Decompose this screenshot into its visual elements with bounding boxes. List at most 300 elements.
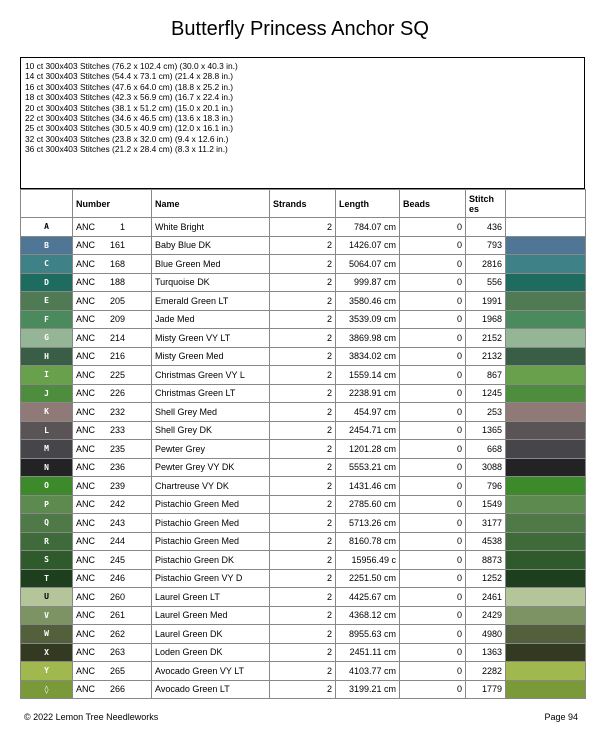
number-cell [73,606,152,625]
number-cell [73,403,152,422]
name-cell: Pewter Grey [152,440,270,459]
brand-label: ANC [76,425,96,436]
length-cell: 15956.49 c [336,551,400,570]
name-cell: Pistachio Green VY D [152,569,270,588]
beads-cell: 0 [400,588,466,607]
table-row [21,255,586,274]
brand-label: ANC [76,628,96,639]
thread-code: 265 [109,665,126,676]
strands-cell: 2 [270,236,336,255]
fabric-size-line: 14 ct 300x403 Stitches (54.4 x 73.1 cm) (21.4 x 28.8 in.) [25,71,234,82]
number-cell [73,292,152,311]
beads-cell: 0 [400,366,466,385]
length-cell: 5713.26 cm [336,514,400,533]
name-cell: Pistachio Green DK [152,551,270,570]
table-header-row [21,190,586,218]
name-cell: Emerald Green LT [152,292,270,311]
name-cell: Avocado Green LT [152,680,270,699]
thread-code: 161 [109,240,126,251]
thread-code: 235 [109,443,126,454]
header-number: Number [73,190,152,218]
length-cell: 1201.28 cm [336,440,400,459]
page-title: Butterfly Princess Anchor SQ [171,18,429,40]
name-cell: Pewter Grey VY DK [152,458,270,477]
table-row [21,569,586,588]
length-cell: 999.87 cm [336,273,400,292]
table-row [21,643,586,662]
footer-page-number: Page 94 [544,712,578,722]
beads-cell: 0 [400,606,466,625]
table-row [21,366,586,385]
beads-cell: 0 [400,625,466,644]
brand-label: ANC [76,258,96,269]
stitches-cell: 1245 [466,384,506,403]
symbol-cell: P [21,495,73,514]
number-cell [73,625,152,644]
strands-cell: 2 [270,606,336,625]
color-swatch [506,588,586,607]
symbol-cell: R [21,532,73,551]
thread-code: 242 [109,499,126,510]
brand-label: ANC [76,462,96,473]
stitches-cell: 4980 [466,625,506,644]
thread-code: 261 [109,610,126,621]
symbol-cell: I [21,366,73,385]
number-cell [73,310,152,329]
stitches-cell: 2461 [466,588,506,607]
thread-code: 260 [109,591,126,602]
strands-cell: 2 [270,588,336,607]
beads-cell: 0 [400,458,466,477]
thread-code: 216 [109,351,126,362]
stitches-cell: 2429 [466,606,506,625]
beads-cell: 0 [400,569,466,588]
brand-label: ANC [76,647,96,658]
length-cell: 3869.98 cm [336,329,400,348]
header-stitches: Stitch es [466,190,506,218]
table-row [21,551,586,570]
brand-label: ANC [76,499,96,510]
color-swatch [506,495,586,514]
symbol-cell: ◊ [21,680,73,699]
brand-label: ANC [76,332,96,343]
name-cell: Shell Grey Med [152,403,270,422]
length-cell: 2454.71 cm [336,421,400,440]
table-row [21,662,586,681]
beads-cell: 0 [400,440,466,459]
thread-code: 168 [109,258,126,269]
color-swatch [506,625,586,644]
length-cell: 454.97 cm [336,403,400,422]
color-swatch [506,551,586,570]
strands-cell: 2 [270,680,336,699]
length-cell: 3580.46 cm [336,292,400,311]
table-row [21,440,586,459]
beads-cell: 0 [400,551,466,570]
table-row [21,421,586,440]
fabric-size-line: 20 ct 300x403 Stitches (38.1 x 51.2 cm) (15.0 x 20.1 in.) [25,102,234,113]
length-cell: 1431.46 cm [336,477,400,496]
strands-cell: 2 [270,440,336,459]
name-cell: Loden Green DK [152,643,270,662]
number-cell [73,440,152,459]
number-cell [73,458,152,477]
stitches-cell: 1779 [466,680,506,699]
table-row [21,384,586,403]
strands-cell: 2 [270,218,336,237]
name-cell: Pistachio Green Med [152,514,270,533]
number-cell [73,384,152,403]
color-swatch [506,347,586,366]
name-cell: Avocado Green VY LT [152,662,270,681]
thread-code: 239 [109,480,126,491]
length-cell: 4425.67 cm [336,588,400,607]
name-cell: Misty Green VY LT [152,329,270,348]
symbol-cell: K [21,403,73,422]
brand-label: ANC [76,573,96,584]
table-row [21,532,586,551]
beads-cell: 0 [400,292,466,311]
thread-code: 236 [109,462,126,473]
color-swatch [506,273,586,292]
brand-label: ANC [76,517,96,528]
stitches-cell: 1549 [466,495,506,514]
length-cell: 3834.02 cm [336,347,400,366]
fabric-sizes-box [20,57,585,189]
number-cell [73,218,152,237]
thread-code: 262 [109,628,126,639]
table-row [21,606,586,625]
brand-label: ANC [76,406,96,417]
name-cell: Pistachio Green Med [152,532,270,551]
length-cell: 2238.91 cm [336,384,400,403]
name-cell: Shell Grey DK [152,421,270,440]
color-swatch [506,403,586,422]
symbol-cell: L [21,421,73,440]
color-swatch [506,384,586,403]
name-cell: Christmas Green LT [152,384,270,403]
color-swatch [506,218,586,237]
color-swatch [506,255,586,274]
color-swatch [506,532,586,551]
beads-cell: 0 [400,643,466,662]
table-row [21,236,586,255]
table-row [21,273,586,292]
table-row [21,625,586,644]
strands-cell: 2 [270,625,336,644]
length-cell: 5553.21 cm [336,458,400,477]
stitches-cell: 1365 [466,421,506,440]
symbol-cell: Q [21,514,73,533]
stitches-cell: 253 [466,403,506,422]
stitches-cell: 1991 [466,292,506,311]
brand-label: ANC [76,591,96,602]
stitches-cell: 1363 [466,643,506,662]
beads-cell: 0 [400,329,466,348]
brand-label: ANC [76,480,96,491]
color-swatch [506,440,586,459]
symbol-cell: N [21,458,73,477]
symbol-cell: T [21,569,73,588]
color-swatch [506,569,586,588]
length-cell: 784.07 cm [336,218,400,237]
length-cell: 1426.07 cm [336,236,400,255]
color-swatch [506,421,586,440]
table-row [21,588,586,607]
beads-cell: 0 [400,495,466,514]
symbol-cell: E [21,292,73,311]
brand-label: ANC [76,684,96,695]
number-cell [73,662,152,681]
table-row [21,680,586,699]
strands-cell: 2 [270,273,336,292]
stitches-cell: 867 [466,366,506,385]
beads-cell: 0 [400,384,466,403]
strands-cell: 2 [270,477,336,496]
color-swatch [506,292,586,311]
name-cell: Turquoise DK [152,273,270,292]
beads-cell: 0 [400,421,466,440]
header-symbol [21,190,73,218]
table-row [21,403,586,422]
strands-cell: 2 [270,347,336,366]
number-cell [73,236,152,255]
number-cell [73,680,152,699]
length-cell: 2451.11 cm [336,643,400,662]
table-row [21,495,586,514]
header-strands: Strands [270,190,336,218]
thread-code: 226 [109,388,126,399]
symbol-cell: V [21,606,73,625]
strands-cell: 2 [270,514,336,533]
name-cell: Misty Green Med [152,347,270,366]
strands-cell: 2 [270,384,336,403]
strands-cell: 2 [270,495,336,514]
length-cell: 8955.63 cm [336,625,400,644]
name-cell: Laurel Green DK [152,625,270,644]
number-cell [73,588,152,607]
fabric-size-line: 16 ct 300x403 Stitches (47.6 x 64.0 cm) (18.8 x 25.2 in.) [25,81,234,92]
name-cell: Christmas Green VY L [152,366,270,385]
color-swatch [506,514,586,533]
thread-code: 263 [109,647,126,658]
symbol-cell: S [21,551,73,570]
brand-label: ANC [76,277,96,288]
table-row [21,218,586,237]
length-cell: 4103.77 cm [336,662,400,681]
name-cell: Jade Med [152,310,270,329]
brand-label: ANC [76,443,96,454]
number-cell [73,273,152,292]
stitches-cell: 2282 [466,662,506,681]
beads-cell: 0 [400,273,466,292]
strands-cell: 2 [270,403,336,422]
table-row [21,514,586,533]
header-name: Name [152,190,270,218]
brand-label: ANC [76,665,96,676]
number-cell [73,514,152,533]
symbol-cell: G [21,329,73,348]
name-cell: Chartreuse VY DK [152,477,270,496]
stitches-cell: 1968 [466,310,506,329]
footer-copyright: © 2022 Lemon Tree Needleworks [24,712,159,722]
number-cell [73,347,152,366]
header-beads: Beads [400,190,466,218]
name-cell: Baby Blue DK [152,236,270,255]
fabric-size-line: 36 ct 300x403 Stitches (21.2 x 28.4 cm) (8.3 x 11.2 in.) [25,144,228,155]
color-swatch [506,662,586,681]
table-row [21,329,586,348]
symbol-cell: H [21,347,73,366]
symbol-cell: D [21,273,73,292]
number-cell [73,477,152,496]
stitches-cell: 668 [466,440,506,459]
stitches-cell: 2816 [466,255,506,274]
fabric-size-line: 25 ct 300x403 Stitches (30.5 x 40.9 cm) (12.0 x 16.1 in.) [25,123,234,134]
stitches-cell: 2152 [466,329,506,348]
beads-cell: 0 [400,347,466,366]
number-cell [73,421,152,440]
thread-code: 266 [109,684,126,695]
stitches-cell: 3088 [466,458,506,477]
color-swatch [506,643,586,662]
number-cell [73,532,152,551]
symbol-cell: Y [21,662,73,681]
strands-cell: 2 [270,366,336,385]
strands-cell: 2 [270,421,336,440]
beads-cell: 0 [400,255,466,274]
strands-cell: 2 [270,643,336,662]
thread-code: 1 [120,221,126,232]
strands-cell: 2 [270,532,336,551]
number-cell [73,329,152,348]
brand-label: ANC [76,388,96,399]
stitches-cell: 3177 [466,514,506,533]
beads-cell: 0 [400,532,466,551]
thread-code: 205 [109,295,126,306]
name-cell: Laurel Green Med [152,606,270,625]
color-swatch [506,458,586,477]
fabric-size-line: 32 ct 300x403 Stitches (23.8 x 32.0 cm) (9.4 x 12.6 in.) [25,133,229,144]
brand-label: ANC [76,351,96,362]
color-swatch [506,236,586,255]
length-cell: 8160.78 cm [336,532,400,551]
beads-cell: 0 [400,218,466,237]
symbol-cell: W [21,625,73,644]
table-row [21,292,586,311]
stitches-cell: 2132 [466,347,506,366]
color-swatch [506,680,586,699]
length-cell: 3199.21 cm [336,680,400,699]
beads-cell: 0 [400,477,466,496]
thread-table [20,189,586,699]
beads-cell: 0 [400,680,466,699]
symbol-cell: F [21,310,73,329]
thread-code: 244 [109,536,126,547]
symbol-cell: U [21,588,73,607]
thread-code: 232 [109,406,126,417]
fabric-size-line: 22 ct 300x403 Stitches (34.6 x 46.5 cm) (13.6 x 18.3 in.) [25,113,234,124]
number-cell [73,255,152,274]
name-cell: Pistachio Green Med [152,495,270,514]
color-swatch [506,329,586,348]
thread-code: 233 [109,425,126,436]
thread-code: 209 [109,314,126,325]
number-cell [73,569,152,588]
thread-code: 188 [109,277,126,288]
symbol-cell: J [21,384,73,403]
strands-cell: 2 [270,662,336,681]
stitches-cell: 796 [466,477,506,496]
brand-label: ANC [76,554,96,565]
color-swatch [506,477,586,496]
color-swatch [506,606,586,625]
beads-cell: 0 [400,236,466,255]
brand-label: ANC [76,295,96,306]
number-cell [73,551,152,570]
symbol-cell: O [21,477,73,496]
table-row [21,347,586,366]
stitches-cell: 4538 [466,532,506,551]
name-cell: White Bright [152,218,270,237]
number-cell [73,495,152,514]
beads-cell: 0 [400,403,466,422]
symbol-cell: C [21,255,73,274]
length-cell: 2251.50 cm [336,569,400,588]
number-cell [73,643,152,662]
brand-label: ANC [76,240,96,251]
length-cell: 3539.09 cm [336,310,400,329]
symbol-cell: A [21,218,73,237]
thread-code: 246 [109,573,126,584]
strands-cell: 2 [270,458,336,477]
strands-cell: 2 [270,569,336,588]
stitches-cell: 436 [466,218,506,237]
beads-cell: 0 [400,310,466,329]
beads-cell: 0 [400,514,466,533]
thread-code: 214 [109,332,126,343]
strands-cell: 2 [270,292,336,311]
table-row [21,477,586,496]
thread-code: 245 [109,554,126,565]
symbol-cell: M [21,440,73,459]
symbol-cell: B [21,236,73,255]
stitches-cell: 556 [466,273,506,292]
name-cell: Laurel Green LT [152,588,270,607]
color-swatch [506,366,586,385]
header-swatch [506,190,586,218]
length-cell: 5064.07 cm [336,255,400,274]
table-row [21,458,586,477]
thread-code: 225 [109,369,126,380]
stitches-cell: 793 [466,236,506,255]
stitches-cell: 1252 [466,569,506,588]
name-cell: Blue Green Med [152,255,270,274]
brand-label: ANC [76,369,96,380]
color-swatch [506,310,586,329]
fabric-size-line: 10 ct 300x403 Stitches (76.2 x 102.4 cm) (30.0 x 40.3 in.) [25,61,238,71]
brand-label: ANC [76,610,96,621]
number-cell [73,366,152,385]
brand-label: ANC [76,314,96,325]
table-row [21,310,586,329]
length-cell: 2785.60 cm [336,495,400,514]
strands-cell: 2 [270,329,336,348]
length-cell: 4368.12 cm [336,606,400,625]
thread-code: 243 [109,517,126,528]
strands-cell: 2 [270,551,336,570]
beads-cell: 0 [400,662,466,681]
